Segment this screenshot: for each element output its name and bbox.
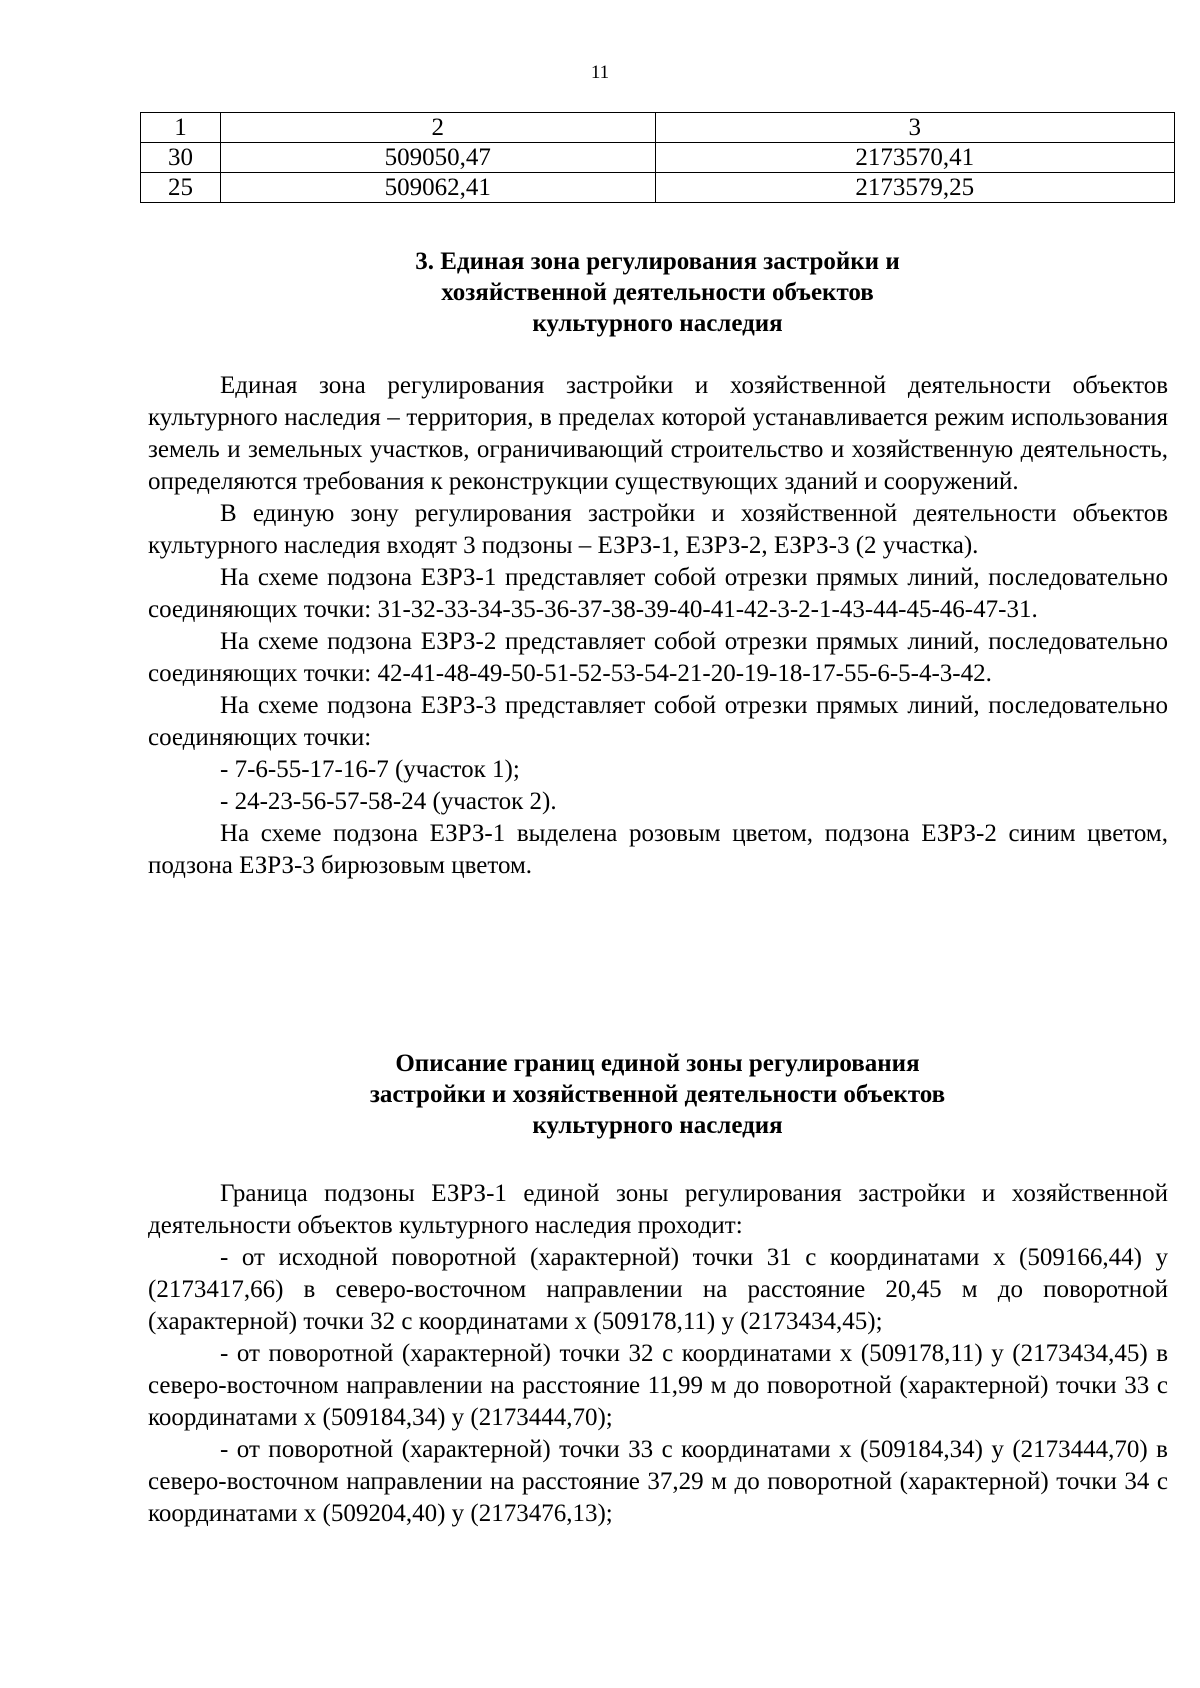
paragraph: На схеме подзона ЕЗРЗ-3 представляет собой отрезки прямых линий, последовательно соединяющих точки: (148, 692, 1168, 751)
table-cell-y: 2173570,41 (655, 143, 1175, 173)
paragraph: На схеме подзона ЕЗРЗ-1 выделена розовым цветом, подзона ЕЗРЗ-2 синим цветом, подзона ЕЗРЗ-3 бирюзовым цветом. (148, 820, 1168, 879)
table-row (141, 173, 1175, 203)
section-3-title-line: хозяйственной деятельности объектов (441, 279, 874, 306)
section-3-body (148, 370, 1168, 882)
paragraph: В единую зону регулирования застройки и хозяйственной деятельности объектов культурного наследия входят 3 подзоны – ЕЗРЗ-1, ЕЗРЗ-2, ЕЗРЗ-3 (2 участка). (148, 500, 1168, 559)
table-cell-point: 30 (141, 143, 221, 173)
table-header-row (141, 113, 1175, 143)
list-item: - от поворотной (характерной) точки 32 с координатами х (509178,11) у (2173434,45) в северо-восточном направлении на расстояние 11,99 м до поворотной (характерной) точки 33 с координатами х (509184,34) у (2173444,70); (148, 1340, 1168, 1431)
boundaries-title-line: застройки и хозяйственной деятельности объектов (369, 1081, 946, 1108)
table-row (141, 143, 1175, 173)
list-item: - от исходной поворотной (характерной) точки 31 с координатами х (509166,44) у (2173417,66) в северо-восточном направлении на расстояние 20,45 м до поворотной (характерной) точки 32 с координатами х (509178,11) у (2173434,45); (148, 1244, 1168, 1335)
section-3-title-line: культурного наследия (532, 310, 783, 337)
boundaries-title-line: культурного наследия (532, 1112, 783, 1139)
section-3-title-line: 3. Единая зона регулирования застройки и (415, 248, 900, 275)
boundaries-title (140, 1048, 1175, 1141)
paragraph: Единая зона регулирования застройки и хозяйственной деятельности объектов культурного наследия – территория, в пределах которой устанавливается режим использования земель и земельных участков, ограничивающий строительство и хозяйственную деятельность, определяются требования к реконструкции существующих зданий и сооружений. (148, 372, 1168, 495)
list-item: - 24-23-56-57-58-24 (участок 2). (220, 788, 557, 815)
list-item: - от поворотной (характерной) точки 33 с координатами х (509184,34) у (2173444,70) в северо-восточном направлении на расстояние 37,29 м до поворотной (характерной) точки 34 с координатами х (509204,40) у (2173476,13); (148, 1436, 1168, 1527)
paragraph: На схеме подзона ЕЗРЗ-2 представляет собой отрезки прямых линий, последовательно соединяющих точки: 42-41-48-49-50-51-52-53-54-21-20-19-18-17-55-6-5-4-3-42. (148, 628, 1168, 687)
table-header-cell: 3 (655, 113, 1175, 143)
table-cell-y: 2173579,25 (655, 173, 1175, 203)
table-header-cell: 1 (141, 113, 221, 143)
table-header-cell: 2 (220, 113, 655, 143)
section-3-title (140, 246, 1175, 339)
boundaries-body (148, 1178, 1168, 1530)
list-item: - 7-6-55-17-16-7 (участок 1); (220, 756, 520, 783)
page-number: 11 (590, 62, 610, 83)
table-cell-x: 509062,41 (220, 173, 655, 203)
table-cell-x: 509050,47 (220, 143, 655, 173)
table-cell-point: 25 (141, 173, 221, 203)
boundaries-title-line: Описание границ единой зоны регулирования (395, 1050, 920, 1077)
coordinates-table (140, 112, 1175, 203)
paragraph: На схеме подзона ЕЗРЗ-1 представляет собой отрезки прямых линий, последовательно соединяющих точки: 31-32-33-34-35-36-37-38-39-40-41-42-3-2-1-43-44-45-46-47-31. (148, 564, 1168, 623)
paragraph: Граница подзоны ЕЗРЗ-1 единой зоны регулирования застройки и хозяйственной деятельности объектов культурного наследия проходит: (148, 1180, 1168, 1239)
